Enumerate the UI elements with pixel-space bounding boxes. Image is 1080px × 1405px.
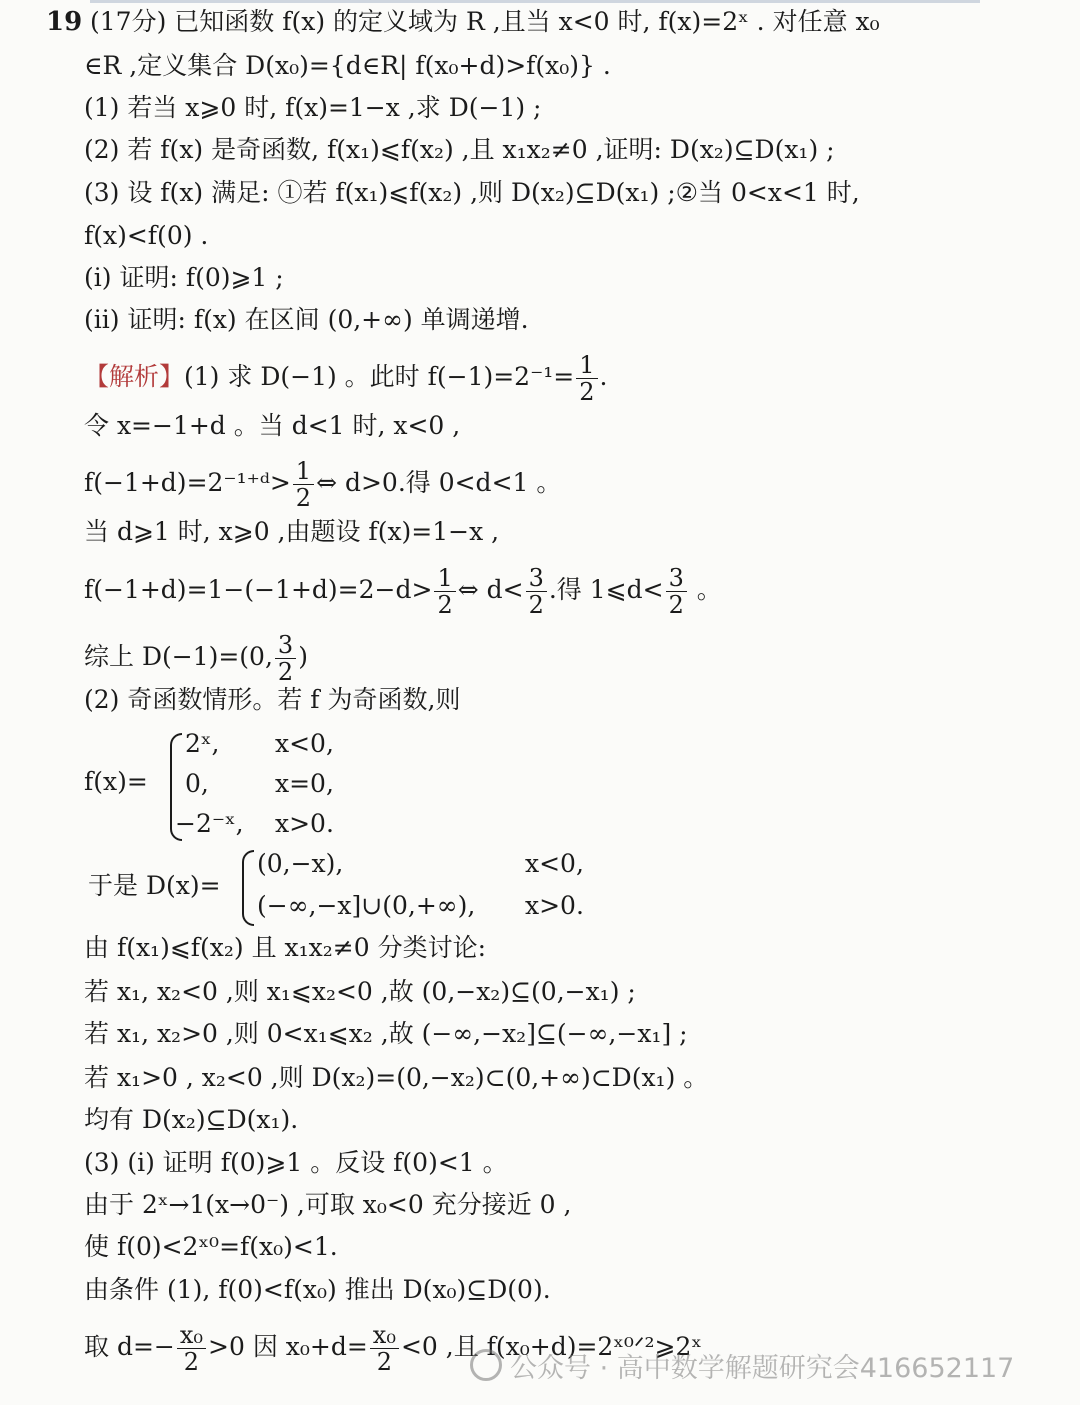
solution-tail-8: 使 f(0)<2ˣ⁰=f(x₀)<1. (84, 1232, 338, 1261)
piecewise-d-cond-1: x<0, (525, 849, 584, 878)
piecewise-f-cond-2: x=0, (275, 769, 334, 798)
problem-number: 19 (46, 7, 83, 37)
problem-line-5: (3) 设 f(x) 满足: ①若 f(x₁)⩽f(x₂) ,则 D(x₂)⊆D(x₁) ;②当 0<x<1 时, (84, 178, 860, 207)
solution-line-1: 【解析】(1) 求 D(−1) 。此时 f(−1)=2⁻¹= $\frac{1}{2}$ . (84, 351, 608, 406)
solution-tag: 【解析】 (84, 362, 185, 391)
piecewise-f-expr-2: 0, (185, 769, 209, 798)
solution-tail-4: 若 x₁>0 , x₂<0 ,则 D(x₂)=(0,−x₂)⊂(0,+∞)⊂D(x₁) 。 (84, 1063, 709, 1092)
solution-line-2: 令 x=−1+d 。当 d<1 时, x<0 , (84, 411, 461, 440)
fraction: $\frac{3}{2}$ (275, 632, 296, 685)
solution-line-5: f(−1+d)=1−(−1+d)=2−d> $\frac{1}{2}$ ⇔ d< $\frac{3}{2}$ .得 1⩽d< $\frac{3}{2}$ 。 (84, 564, 722, 619)
piecewise-f-cond-1: x<0, (275, 729, 334, 758)
solution-tail-6: (3) (i) 证明 f(0)⩾1 。反设 f(0)<1 。 (84, 1148, 508, 1177)
problem-line-8: (ii) 证明: f(x) 在区间 (0,+∞) 单调递增. (84, 305, 529, 334)
solution-tail-2: 若 x₁, x₂<0 ,则 x₁⩽x₂<0 ,故 (0,−x₂)⊆(0,−x₁) ; (84, 977, 636, 1006)
fraction: $\frac{1}{2}$ (576, 352, 597, 405)
fraction: $\frac{3}{2}$ (666, 565, 687, 618)
fraction: $\frac{1}{2}$ (434, 565, 455, 618)
solution-line-7: (2) 奇函数情形。若 f 为奇函数,则 (84, 685, 461, 714)
problem-line-3: (1) 若当 x⩾0 时, f(x)=1−x ,求 D(−1) ; (84, 93, 542, 122)
fraction: $\frac{1}{2}$ (293, 458, 314, 511)
piecewise-d-expr-2: (−∞,−x]∪(0,+∞), (257, 891, 476, 920)
fraction: $\frac{\text{x₀}}{2}$ (177, 1322, 206, 1375)
problem-line-1: (17分) 已知函数 f(x) 的定义域为 R ,且当 x<0 时, f(x)=2ˣ . 对任意 x₀ (90, 7, 880, 36)
piecewise-f-expr-3: −2⁻ˣ, (175, 809, 244, 838)
solution-line-4: 当 d⩾1 时, x⩾0 ,由题设 f(x)=1−x , (84, 517, 500, 546)
watermark: 公众号 · 高中数学解题研究会416652117 (470, 1346, 1014, 1385)
piecewise-d-lhs: 于是 D(x)= (88, 871, 221, 900)
problem-line-4: (2) 若 f(x) 是奇函数, f(x₁)⩽f(x₂) ,且 x₁x₂≠0 ,证明: D(x₂)⊆D(x₁) ; (84, 135, 835, 164)
solution-line-6: 综上 D(−1)=(0, $\frac{3}{2}$ ) (84, 631, 308, 686)
piecewise-f-expr-1: 2ˣ, (185, 729, 220, 758)
solution-tail-9: 由条件 (1), f(0)<f(x₀) 推出 D(x₀)⊆D(0). (84, 1275, 551, 1304)
problem-line-7: (i) 证明: f(0)⩾1 ; (84, 263, 284, 292)
problem-line-6: f(x)<f(0) . (84, 221, 209, 250)
solution-last-line: 取 d=− $\frac{\text{x₀}}{2}$ >0 因 x₀+d= $\frac{\text{x₀}}{2}$ <0 ,且 f(x₀+d)=2ˣ⁰ᐟ²⩾2ˣ (84, 1321, 703, 1376)
piecewise-f-cond-3: x>0. (275, 809, 334, 838)
problem-line-2: ∈R ,定义集合 D(x₀)={d∈R| f(x₀+d)>f(x₀)} . (84, 51, 611, 80)
solution-tail-5: 均有 D(x₂)⊆D(x₁). (84, 1105, 299, 1134)
piecewise-d-cond-2: x>0. (525, 891, 584, 920)
piecewise-d-expr-1: (0,−x), (257, 849, 344, 878)
solution-line-3: f(−1+d)=2⁻¹⁺ᵈ> $\frac{1}{2}$ ⇔ d>0.得 0<d<1 。 (84, 457, 562, 512)
left-brace (242, 850, 254, 926)
solution-tail-1: 由 f(x₁)⩽f(x₂) 且 x₁x₂≠0 分类讨论: (84, 933, 487, 962)
wechat-icon (470, 1349, 502, 1381)
piecewise-f-lhs: f(x)= (84, 767, 148, 796)
fraction: $\frac{\text{x₀}}{2}$ (370, 1322, 399, 1375)
top-rule (90, 0, 980, 3)
solution-tail-3: 若 x₁, x₂>0 ,则 0<x₁⩽x₂ ,故 (−∞,−x₂]⊆(−∞,−x₁] ; (84, 1019, 688, 1048)
solution-tail-7: 由于 2ˣ→1(x→0⁻) ,可取 x₀<0 充分接近 0 , (84, 1190, 572, 1219)
fraction: $\frac{3}{2}$ (526, 565, 547, 618)
